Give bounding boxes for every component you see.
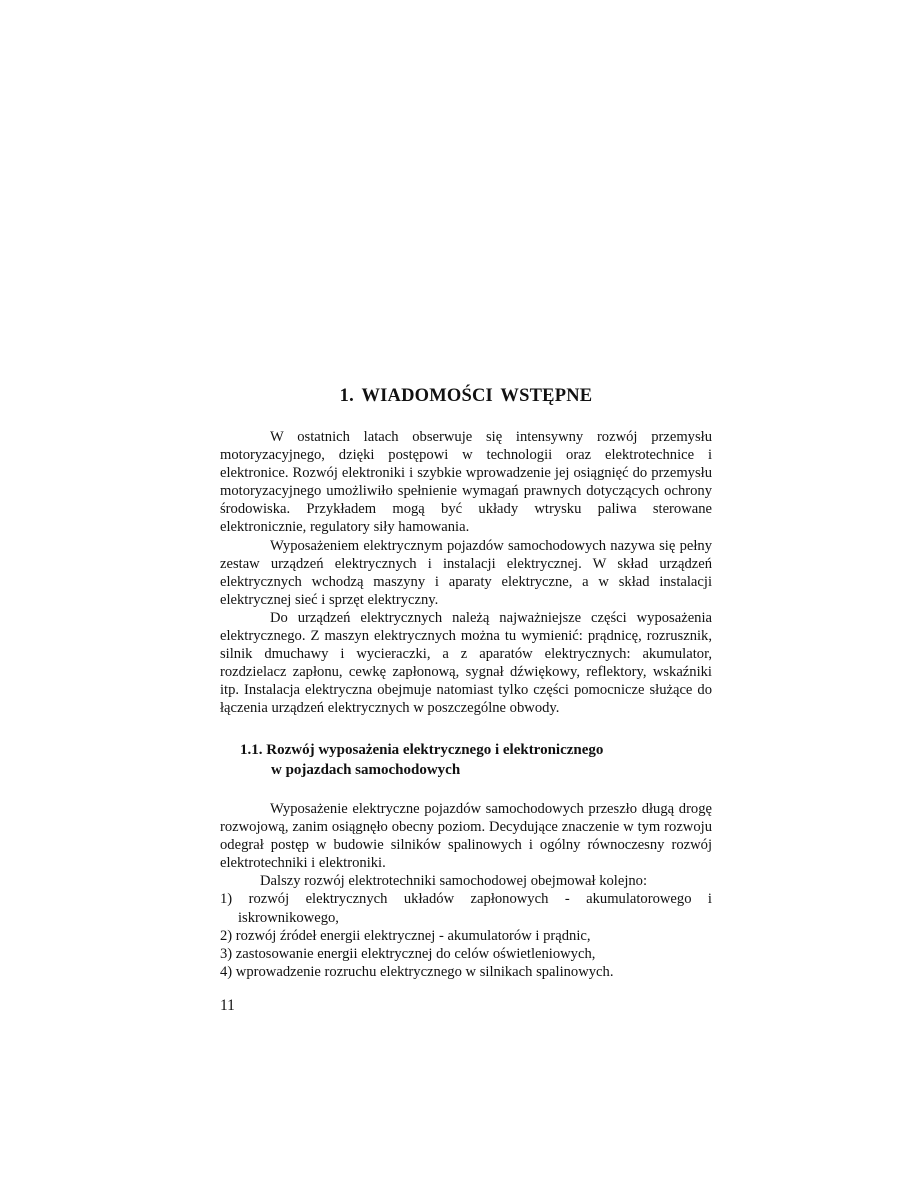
- intro-paragraph-1: W ostatnich latach obserwuje się intensywny rozwój przemysłu motoryzacyjnego, dzięki postępowi w technologii oraz elektrotechnice i elektronice. Rozwój elektroniki i szybkie wprowadzenie jej osiągnięć do przemysłu motoryzacyjnego umożliwiło spełnienie wymagań prawnych dotyczących ochrony środowiska. Przykładem mogą być układy wtrysku paliwa sterowane elektronicznie, regulatory siły hamowania.: [220, 429, 712, 536]
- section-heading-line-2: w pojazdach samochodowych: [271, 762, 461, 778]
- chapter-title: 1. WIADOMOŚCI WSTĘPNE: [339, 386, 593, 406]
- section-heading: [240, 740, 720, 780]
- intro-paragraph-3: Do urządzeń elektrycznych należą najważniejsze części wyposażenia elektrycznego. Z maszyn elektrycznych można tu wymienić: prądnicę, rozrusznik, silnik dmuchawy i wycieraczki, a z aparatów elektrycznych: akumulator, rozdzielacz zapłonu, cewkę zapłonową, sygnał dźwiękowy, reflektory, wskaźniki itp. Instalacja elektryczna obejmuje natomiast tylko części pomocnicze służące do łączenia urządzeń elektrycznych w poszczególne obwody.: [220, 609, 712, 717]
- development-list: [220, 890, 712, 980]
- list-item-3: 3) zastosowanie energii elektrycznej do celów oświetleniowych,: [220, 945, 596, 962]
- list-item-4: 4) wprowadzenie rozruchu elektrycznego w silnikach spalinowych.: [220, 963, 614, 980]
- intro-paragraph-2: Wyposażeniem elektrycznym pojazdów samochodowych nazywa się pełny zestaw urządzeń elektrycznych i instalacji elektrycznej. W skład urządzeń elektrycznych wchodzą maszyny i aparaty elektryczne, a w skład instalacji elektrycznej sieć i sprzęt elektryczny.: [220, 537, 712, 608]
- section-paragraph: Wyposażenie elektryczne pojazdów samochodowych przeszło długą drogę rozwojową, zanim osiągnęło obecny poziom. Decydujące znaczenie w tym rozwoju odegrał postęp w budowie silników spalinowych i ogólny równoczesny rozwój elektrotechniki i elektroniki.: [220, 801, 712, 872]
- section-text-block: [220, 800, 712, 981]
- page-number: 11: [220, 997, 235, 1014]
- section-heading-line-1: 1.1. Rozwój wyposażenia elektrycznego i elektronicznego: [240, 742, 604, 758]
- list-item-1: 1) rozwój elektrycznych układów zapłonowych - akumulatorowego i iskrownikowego,: [220, 891, 712, 926]
- list-lead: Dalszy rozwój elektrotechniki samochodowej obejmował kolejno:: [260, 873, 648, 890]
- list-item-2: 2) rozwój źródeł energii elektrycznej - akumulatorów i prądnic,: [220, 927, 591, 944]
- intro-text-block: [220, 428, 712, 718]
